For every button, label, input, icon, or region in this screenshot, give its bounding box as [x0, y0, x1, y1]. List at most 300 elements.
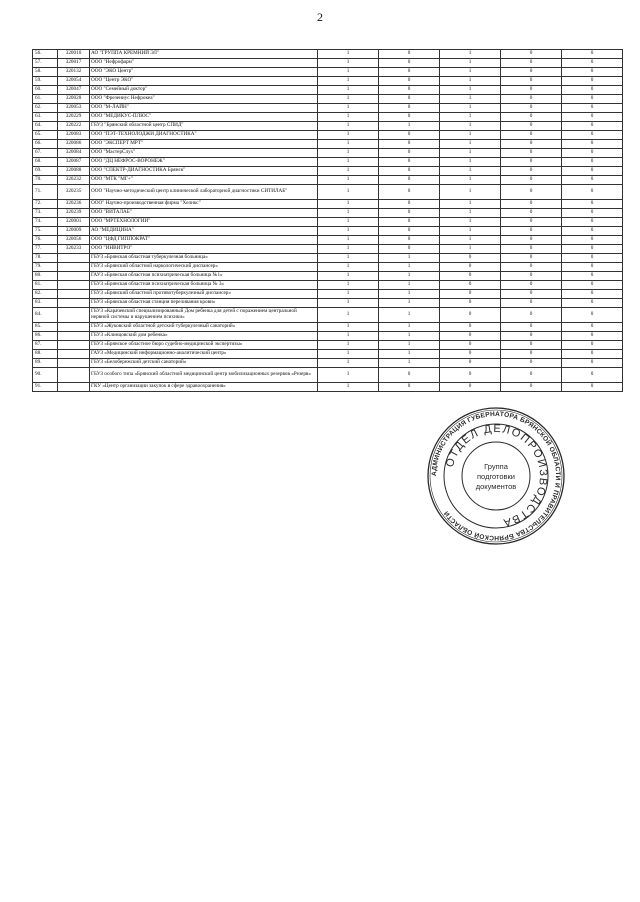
value-cell-1: 1: [318, 383, 379, 392]
value-cell-4: 0: [501, 254, 562, 263]
value-cell-5: 0: [562, 176, 623, 185]
organization-name-cell: ГБУЗ «Брянское областное бюро судебно-медицинской экспертизы»: [90, 341, 318, 350]
organization-name-cell: АО "МЕДИЦИНА": [90, 227, 318, 236]
table-row: [33, 185, 623, 200]
value-cell-2: 0: [379, 140, 440, 149]
value-cell-2: 0: [379, 185, 440, 200]
value-cell-2: 1: [379, 281, 440, 290]
table-row: [33, 245, 623, 254]
value-cell-2: 0: [379, 113, 440, 122]
value-cell-3: 0: [440, 254, 501, 263]
row-number-cell: 88.: [33, 350, 58, 359]
registry-table: [32, 49, 623, 392]
organization-name-cell: ООО "МТК "МГ+": [90, 176, 318, 185]
value-cell-3: 0: [440, 323, 501, 332]
value-cell-3: 0: [440, 383, 501, 392]
value-cell-1: 1: [318, 113, 379, 122]
value-cell-2: 0: [379, 50, 440, 59]
value-cell-4: 0: [501, 281, 562, 290]
value-cell-5: 0: [562, 50, 623, 59]
registry-code-cell: 320232: [58, 176, 90, 185]
table-row: [33, 308, 623, 323]
registry-code-cell: [58, 359, 90, 368]
value-cell-2: 0: [379, 245, 440, 254]
row-number-cell: 76.: [33, 236, 58, 245]
value-cell-5: 0: [562, 104, 623, 113]
row-number-cell: 67.: [33, 149, 58, 158]
value-cell-2: 0: [379, 131, 440, 140]
value-cell-5: 0: [562, 368, 623, 383]
value-cell-2: 0: [379, 77, 440, 86]
row-number-cell: 64.: [33, 122, 58, 131]
value-cell-1: 1: [318, 281, 379, 290]
table-row: [33, 95, 623, 104]
value-cell-5: 0: [562, 140, 623, 149]
registry-code-cell: 320083: [58, 131, 90, 140]
stamp-graphic: [426, 406, 566, 546]
value-cell-3: 1: [440, 167, 501, 176]
organization-name-cell: ГБУЗ «Карачевский специализированный Дом ребенка для детей с поражением центральной нервной системы и нарушением психики»: [90, 308, 318, 323]
value-cell-1: 1: [318, 209, 379, 218]
value-cell-3: 1: [440, 68, 501, 77]
table-row: [33, 368, 623, 383]
value-cell-5: 0: [562, 86, 623, 95]
value-cell-1: 1: [318, 131, 379, 140]
value-cell-2: 1: [379, 350, 440, 359]
value-cell-5: 0: [562, 350, 623, 359]
value-cell-3: 1: [440, 86, 501, 95]
value-cell-3: 0: [440, 350, 501, 359]
registry-code-cell: 320222: [58, 122, 90, 131]
value-cell-5: 0: [562, 299, 623, 308]
registry-code-cell: 320054: [58, 77, 90, 86]
registry-code-cell: [58, 308, 90, 323]
value-cell-3: 1: [440, 140, 501, 149]
page-number: 2: [317, 10, 323, 24]
value-cell-3: 1: [440, 50, 501, 59]
table-row: [33, 332, 623, 341]
registry-code-cell: 320010: [58, 50, 90, 59]
row-number-cell: 90.: [33, 368, 58, 383]
table-row: [33, 122, 623, 131]
value-cell-2: 0: [379, 227, 440, 236]
value-cell-5: 0: [562, 332, 623, 341]
value-cell-4: 0: [501, 122, 562, 131]
table-row: [33, 383, 623, 392]
value-cell-4: 0: [501, 245, 562, 254]
table-row: [33, 209, 623, 218]
value-cell-1: 1: [318, 227, 379, 236]
value-cell-4: 0: [501, 341, 562, 350]
registry-code-cell: 320087: [58, 158, 90, 167]
organization-name-cell: ГКУ «Центр организации закупок в сфере здравоохранения»: [90, 383, 318, 392]
value-cell-4: 0: [501, 236, 562, 245]
value-cell-1: 1: [318, 140, 379, 149]
value-cell-4: 0: [501, 332, 562, 341]
organization-name-cell: ГБУЗ особого типа «Брянский областной медицинский центр мобилизационных резервов «Резерв»: [90, 368, 318, 383]
registry-code-cell: [58, 254, 90, 263]
table-row: [33, 167, 623, 176]
organization-name-cell: АО "ГРУППА КРЕМНИЙ ЭЛ": [90, 50, 318, 59]
registry-code-cell: [58, 368, 90, 383]
value-cell-1: 1: [318, 149, 379, 158]
row-number-cell: 79.: [33, 263, 58, 272]
row-number-cell: 91.: [33, 383, 58, 392]
value-cell-3: 1: [440, 77, 501, 86]
registry-code-cell: [58, 383, 90, 392]
value-cell-4: 0: [501, 104, 562, 113]
registry-code-cell: 320088: [58, 167, 90, 176]
organization-name-cell: ГБУЗ «Брянский областной наркологический диспансер»: [90, 263, 318, 272]
organization-name-cell: ГБУЗ «Клинцовский дом ребенка»: [90, 332, 318, 341]
value-cell-1: 1: [318, 176, 379, 185]
value-cell-3: 0: [440, 299, 501, 308]
value-cell-5: 0: [562, 272, 623, 281]
table-row: [33, 281, 623, 290]
value-cell-2: 0: [379, 68, 440, 77]
row-number-cell: 85.: [33, 323, 58, 332]
registry-code-cell: 320047: [58, 86, 90, 95]
value-cell-4: 0: [501, 113, 562, 122]
value-cell-4: 0: [501, 263, 562, 272]
registry-code-cell: [58, 350, 90, 359]
stamp-center-line-1: Группа: [484, 462, 508, 471]
value-cell-1: 1: [318, 59, 379, 68]
value-cell-3: 1: [440, 104, 501, 113]
row-number-cell: 77.: [33, 245, 58, 254]
organization-name-cell: ГБУЗ «Жуковский областной детский туберкулезный санаторий»: [90, 323, 318, 332]
value-cell-5: 0: [562, 185, 623, 200]
organization-name-cell: ГБУЗ «Брянская областная туберкулезная больница»: [90, 254, 318, 263]
registry-code-cell: 320132: [58, 68, 90, 77]
row-number-cell: 73.: [33, 209, 58, 218]
value-cell-5: 0: [562, 263, 623, 272]
value-cell-2: 0: [379, 209, 440, 218]
organization-name-cell: ООО "ЭКО Центр": [90, 68, 318, 77]
organization-name-cell: ООО "МастерСлух": [90, 149, 318, 158]
row-number-cell: 65.: [33, 131, 58, 140]
row-number-cell: 87.: [33, 341, 58, 350]
value-cell-1: 1: [318, 104, 379, 113]
value-cell-4: 0: [501, 131, 562, 140]
value-cell-4: 0: [501, 200, 562, 209]
row-number-cell: 86.: [33, 332, 58, 341]
value-cell-3: 1: [440, 236, 501, 245]
value-cell-4: 0: [501, 59, 562, 68]
row-number-cell: 61.: [33, 95, 58, 104]
registry-code-cell: 320084: [58, 149, 90, 158]
value-cell-1: 1: [318, 368, 379, 383]
value-cell-1: 1: [318, 185, 379, 200]
value-cell-2: 0: [379, 86, 440, 95]
row-number-cell: 62.: [33, 104, 58, 113]
value-cell-2: 0: [379, 368, 440, 383]
row-number-cell: 84.: [33, 308, 58, 323]
table-row: [33, 149, 623, 158]
organization-name-cell: ГБУЗ «Брянская областная станция переливания крови»: [90, 299, 318, 308]
value-cell-3: 1: [440, 158, 501, 167]
value-cell-2: 0: [379, 176, 440, 185]
organization-name-cell: ООО "МЕДИКУС-ПЛЮС": [90, 113, 318, 122]
registry-code-cell: 320086: [58, 140, 90, 149]
value-cell-4: 0: [501, 272, 562, 281]
value-cell-3: 1: [440, 122, 501, 131]
registry-code-cell: 320028: [58, 95, 90, 104]
row-number-cell: 63.: [33, 113, 58, 122]
table-row: [33, 299, 623, 308]
table-row: [33, 50, 623, 59]
value-cell-2: 1: [379, 263, 440, 272]
table-row: [33, 272, 623, 281]
value-cell-5: 0: [562, 308, 623, 323]
value-cell-1: 1: [318, 254, 379, 263]
organization-name-cell: ООО "ДЦ НЕФРОС-ВОРОНЕЖ": [90, 158, 318, 167]
value-cell-2: 1: [379, 323, 440, 332]
value-cell-2: 1: [379, 308, 440, 323]
organization-name-cell: ГАУЗ «Медицинский информационно-аналитический центр»: [90, 350, 318, 359]
value-cell-1: 1: [318, 167, 379, 176]
table-row: [33, 59, 623, 68]
registry-code-cell: [58, 263, 90, 272]
value-cell-5: 0: [562, 200, 623, 209]
value-cell-5: 0: [562, 158, 623, 167]
value-cell-1: 1: [318, 263, 379, 272]
value-cell-1: 1: [318, 290, 379, 299]
value-cell-5: 0: [562, 254, 623, 263]
row-number-cell: 66.: [33, 140, 58, 149]
table-row: [33, 323, 623, 332]
value-cell-2: 0: [379, 104, 440, 113]
table-row: [33, 77, 623, 86]
row-number-cell: 59.: [33, 77, 58, 86]
value-cell-4: 0: [501, 209, 562, 218]
value-cell-1: 1: [318, 122, 379, 131]
registry-code-cell: 320235: [58, 185, 90, 200]
row-number-cell: 69.: [33, 167, 58, 176]
value-cell-4: 0: [501, 359, 562, 368]
value-cell-2: 0: [379, 149, 440, 158]
row-number-cell: 56.: [33, 50, 58, 59]
table-row: [33, 158, 623, 167]
row-number-cell: 60.: [33, 86, 58, 95]
value-cell-3: 0: [440, 281, 501, 290]
value-cell-3: 1: [440, 245, 501, 254]
value-cell-2: 0: [379, 200, 440, 209]
registry-code-cell: [58, 281, 90, 290]
value-cell-3: 1: [440, 131, 501, 140]
row-number-cell: 75.: [33, 227, 58, 236]
value-cell-3: 0: [440, 341, 501, 350]
table-row: [33, 200, 623, 209]
organization-name-cell: ООО "СПЕКТР-ДИАГНОСТИКА Брянск": [90, 167, 318, 176]
organization-name-cell: ООО "Нефрофарм": [90, 59, 318, 68]
organization-name-cell: ГБУЗ «Брянская областная психиатрическая больница № 3»: [90, 281, 318, 290]
value-cell-4: 0: [501, 95, 562, 104]
table-row: [33, 218, 623, 227]
organization-name-cell: ООО "Фрезениус Нефрокеа": [90, 95, 318, 104]
row-number-cell: 70.: [33, 176, 58, 185]
table-row: [33, 131, 623, 140]
organization-name-cell: ООО "ВИТАЛАБ": [90, 209, 318, 218]
value-cell-3: 1: [440, 59, 501, 68]
registry-code-cell: [58, 272, 90, 281]
stamp-center-line-3: документов: [475, 482, 517, 491]
value-cell-1: 1: [318, 218, 379, 227]
value-cell-2: 0: [379, 95, 440, 104]
organization-name-cell: ООО "Семейный доктор": [90, 86, 318, 95]
value-cell-5: 0: [562, 59, 623, 68]
value-cell-4: 0: [501, 176, 562, 185]
value-cell-2: 0: [379, 383, 440, 392]
registry-code-cell: 320001: [58, 218, 90, 227]
value-cell-2: 1: [379, 332, 440, 341]
value-cell-5: 0: [562, 77, 623, 86]
value-cell-5: 0: [562, 227, 623, 236]
row-number-cell: 83.: [33, 299, 58, 308]
value-cell-2: 1: [379, 272, 440, 281]
organization-name-cell: ООО "Научно-методический центр клинической лабораторной диагностики СИТИЛАБ": [90, 185, 318, 200]
value-cell-3: 1: [440, 218, 501, 227]
value-cell-1: 1: [318, 95, 379, 104]
value-cell-2: 0: [379, 236, 440, 245]
organization-name-cell: ГБУЗ «Белобережский детский санаторий»: [90, 359, 318, 368]
value-cell-4: 0: [501, 77, 562, 86]
row-number-cell: 89.: [33, 359, 58, 368]
value-cell-4: 0: [501, 185, 562, 200]
value-cell-1: 1: [318, 50, 379, 59]
value-cell-1: 1: [318, 158, 379, 167]
value-cell-4: 0: [501, 218, 562, 227]
organization-name-cell: ООО" Научно-производственная фирма "Хеликс": [90, 200, 318, 209]
value-cell-3: 1: [440, 95, 501, 104]
registry-code-cell: [58, 299, 90, 308]
value-cell-4: 0: [501, 290, 562, 299]
value-cell-5: 0: [562, 281, 623, 290]
registry-code-cell: 320239: [58, 209, 90, 218]
value-cell-4: 0: [501, 68, 562, 77]
value-cell-2: 1: [379, 299, 440, 308]
organization-name-cell: ГБУЗ «Брянский областной противотуберкулезный диспансер»: [90, 290, 318, 299]
row-number-cell: 78.: [33, 254, 58, 263]
table-row: [33, 290, 623, 299]
row-number-cell: 72.: [33, 200, 58, 209]
value-cell-3: 1: [440, 149, 501, 158]
value-cell-3: 0: [440, 308, 501, 323]
value-cell-5: 0: [562, 245, 623, 254]
value-cell-4: 0: [501, 368, 562, 383]
value-cell-5: 0: [562, 236, 623, 245]
organization-name-cell: ООО "ЦФД ГИППОКРАТ": [90, 236, 318, 245]
value-cell-2: 1: [379, 290, 440, 299]
value-cell-2: 0: [379, 167, 440, 176]
organization-name-cell: ООО "ИНВИТРО": [90, 245, 318, 254]
value-cell-3: 1: [440, 200, 501, 209]
table-row: [33, 113, 623, 122]
organization-name-cell: ГАУЗ «Брянская областная психиатрическая больница №1»: [90, 272, 318, 281]
registry-code-cell: 320236: [58, 200, 90, 209]
value-cell-5: 0: [562, 209, 623, 218]
value-cell-4: 0: [501, 167, 562, 176]
registry-code-cell: 320233: [58, 245, 90, 254]
value-cell-4: 0: [501, 308, 562, 323]
value-cell-3: 1: [440, 227, 501, 236]
value-cell-5: 0: [562, 122, 623, 131]
value-cell-1: 1: [318, 341, 379, 350]
organization-name-cell: ООО "ЭКСПЕРТ МРТ": [90, 140, 318, 149]
registry-code-cell: 320053: [58, 104, 90, 113]
value-cell-4: 0: [501, 299, 562, 308]
value-cell-1: 1: [318, 245, 379, 254]
row-number-cell: 57.: [33, 59, 58, 68]
value-cell-5: 0: [562, 323, 623, 332]
registry-code-cell: [58, 323, 90, 332]
row-number-cell: 80.: [33, 272, 58, 281]
value-cell-2: 0: [379, 218, 440, 227]
organization-name-cell: ГБУЗ "Брянский областной центр СПИД": [90, 122, 318, 131]
value-cell-5: 0: [562, 113, 623, 122]
registry-table-body: [33, 50, 623, 392]
row-number-cell: 81.: [33, 281, 58, 290]
value-cell-1: 1: [318, 200, 379, 209]
value-cell-4: 0: [501, 350, 562, 359]
value-cell-1: 1: [318, 359, 379, 368]
value-cell-3: 1: [440, 113, 501, 122]
value-cell-1: 1: [318, 272, 379, 281]
organization-name-cell: ООО "М-ЛАЙН": [90, 104, 318, 113]
organization-name-cell: ООО "МРТЕХНОЛОГИИ": [90, 218, 318, 227]
row-number-cell: 74.: [33, 218, 58, 227]
table-row: [33, 341, 623, 350]
row-number-cell: 58.: [33, 68, 58, 77]
value-cell-1: 1: [318, 68, 379, 77]
registry-code-cell: 320009: [58, 227, 90, 236]
value-cell-4: 0: [501, 383, 562, 392]
value-cell-5: 0: [562, 218, 623, 227]
value-cell-1: 1: [318, 332, 379, 341]
value-cell-4: 0: [501, 227, 562, 236]
value-cell-2: 0: [379, 158, 440, 167]
stamp-inner-ring-text: ОТДЕЛ ДЕЛОПРОИЗВОДСТВА: [443, 422, 550, 529]
row-number-cell: 82.: [33, 290, 58, 299]
value-cell-5: 0: [562, 68, 623, 77]
value-cell-3: 1: [440, 209, 501, 218]
value-cell-5: 0: [562, 167, 623, 176]
registry-code-cell: 320056: [58, 236, 90, 245]
value-cell-3: 0: [440, 359, 501, 368]
organization-name-cell: ООО "Центр ЭКО": [90, 77, 318, 86]
table-row: [33, 227, 623, 236]
value-cell-4: 0: [501, 158, 562, 167]
registry-code-cell: [58, 290, 90, 299]
value-cell-1: 1: [318, 86, 379, 95]
registry-code-cell: 320017: [58, 59, 90, 68]
value-cell-3: 0: [440, 263, 501, 272]
registry-code-cell: [58, 332, 90, 341]
table-row: [33, 236, 623, 245]
stamp-center-line-2: подготовки: [477, 472, 515, 481]
value-cell-1: 1: [318, 299, 379, 308]
value-cell-1: 1: [318, 350, 379, 359]
value-cell-4: 0: [501, 86, 562, 95]
value-cell-3: 0: [440, 368, 501, 383]
value-cell-4: 0: [501, 140, 562, 149]
value-cell-3: 1: [440, 176, 501, 185]
organization-name-cell: ООО "ПЭТ-ТЕХНОЛОДЖИ ДИАГНОСТИКА": [90, 131, 318, 140]
value-cell-5: 0: [562, 131, 623, 140]
registry-code-cell: [58, 341, 90, 350]
value-cell-2: 0: [379, 59, 440, 68]
table-row: [33, 68, 623, 77]
